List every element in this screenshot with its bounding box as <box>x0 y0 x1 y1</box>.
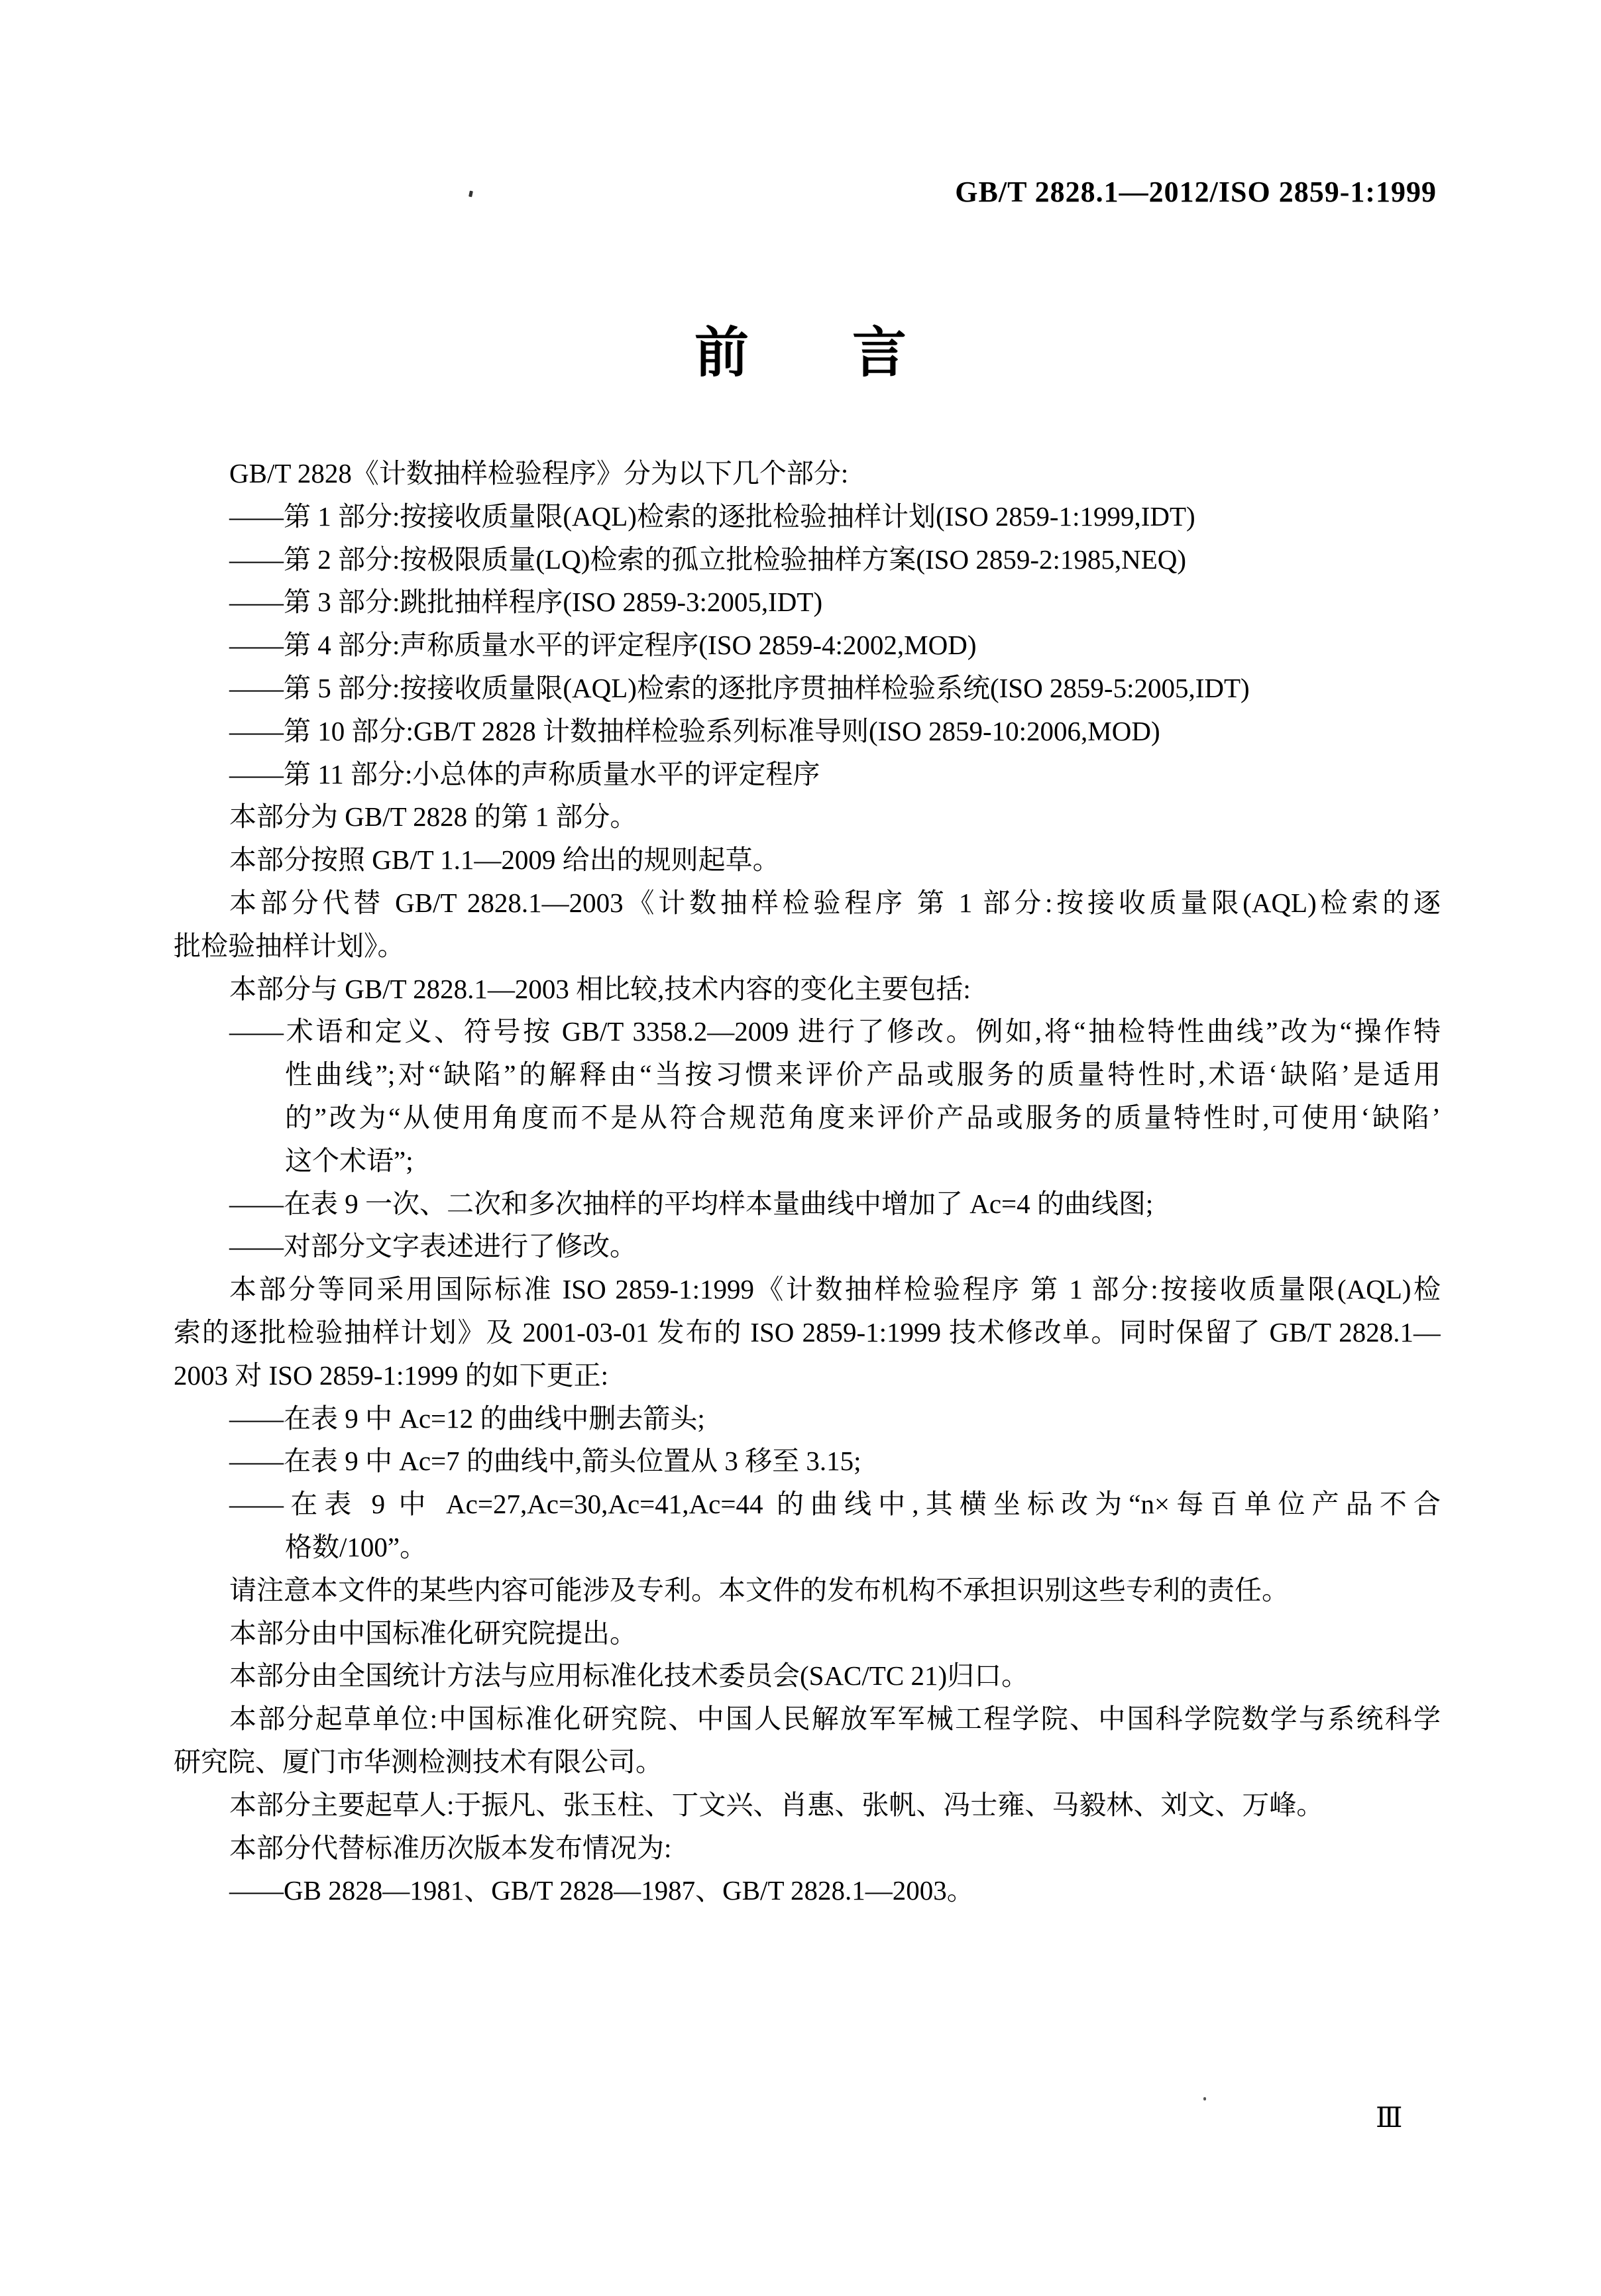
scan-artifact-dot <box>1203 2097 1206 2100</box>
scan-artifact-dot <box>469 191 473 198</box>
body-line: 的”改为“从使用角度而不是从符合规范角度来评价产品或服务的质量特性时,可使用‘缺陷’ <box>285 1102 1441 1133</box>
body-line: 研究院、厦门市华测检测技术有限公司。 <box>174 1746 663 1777</box>
standard-number-header: GB/T 2828.1—2012/ISO 2859-1:1999 <box>955 176 1437 208</box>
body-line: ——在表 9 中 Ac=7 的曲线中,箭头位置从 3 移至 3.15; <box>229 1446 861 1477</box>
body-line: 批检验抽样计划》。 <box>174 930 405 961</box>
body-line: 请注意本文件的某些内容可能涉及专利。本文件的发布机构不承担识别这些专利的责任。 <box>229 1574 1289 1605</box>
body-line: ——第 1 部分:按接收质量限(AQL)检索的逐批检验抽样计划(ISO 2859-1:1999,IDT) <box>229 500 1195 532</box>
page-number: Ⅲ <box>1376 2101 1403 2134</box>
body-line: ——术语和定义、符号按 GB/T 3358.2—2009 进行了修改。例如,将“抽检特性曲线”改为“操作特 <box>229 1016 1441 1047</box>
foreword-body <box>174 452 1441 1912</box>
body-line: 本部分与 GB/T 2828.1—2003 相比较,技术内容的变化主要包括: <box>229 973 971 1004</box>
title-char-1: 前 <box>694 323 749 383</box>
body-line: ——在表 9 中 Ac=27,Ac=30,Ac=41,Ac=44 的曲线中,其横坐标改为“n×每百单位产品不合 <box>229 1489 1441 1520</box>
body-line: 本部分起草单位:中国标准化研究院、中国人民解放军军械工程学院、中国科学院数学与系统科学 <box>229 1703 1441 1735</box>
body-line: 本部分代替标准历次版本发布情况为: <box>229 1832 672 1863</box>
body-line: GB/T 2828《计数抽样检验程序》分为以下几个部分: <box>229 458 849 488</box>
body-line: ——在表 9 一次、二次和多次抽样的平均样本量曲线中增加了 Ac=4 的曲线图; <box>229 1188 1154 1219</box>
body-line: 本部分为 GB/T 2828 的第 1 部分。 <box>229 801 637 832</box>
body-line: ——第 11 部分:小总体的声称质量水平的评定程序 <box>229 758 820 789</box>
body-line: 本部分由中国标准化研究院提出。 <box>229 1617 637 1648</box>
body-line: 这个术语”; <box>285 1145 414 1176</box>
body-line: ——第 4 部分:声称质量水平的评定程序(ISO 2859-4:2002,MOD) <box>229 630 977 661</box>
body-line: ——第 10 部分:GB/T 2828 计数抽样检验系列标准导则(ISO 2859-10:2006,MOD) <box>229 715 1160 746</box>
body-line: 2003 对 ISO 2859-1:1999 的如下更正: <box>174 1359 608 1391</box>
body-line: 本部分等同采用国际标准 ISO 2859-1:1999《计数抽样检验程序 第 1 部分:按接收质量限(AQL)检 <box>229 1274 1441 1305</box>
body-line: ——第 5 部分:按接收质量限(AQL)检索的逐批序贯抽样检验系统(ISO 2859-5:2005,IDT) <box>229 672 1250 703</box>
body-line: 本部分主要起草人:于振凡、张玉柱、丁文兴、肖惠、张帆、冯士雍、马毅林、刘文、万峰。 <box>229 1789 1324 1820</box>
body-line: ——对部分文字表述进行了修改。 <box>229 1231 637 1262</box>
title-char-2: 言 <box>852 323 907 383</box>
body-line: 性曲线”;对“缺陷”的解释由“当按习惯来评价产品或服务的质量特性时,术语‘缺陷’是适用 <box>285 1059 1441 1090</box>
body-line: ——GB 2828—1981、GB/T 2828—1987、GB/T 2828.1—2003。 <box>229 1875 974 1906</box>
body-line: 本部分按照 GB/T 1.1—2009 给出的规则起草。 <box>229 844 780 876</box>
page-title <box>0 323 1601 383</box>
body-line: ——第 2 部分:按极限质量(LQ)检索的孤立批检验抽样方案(ISO 2859-2:1985,NEQ) <box>229 544 1187 575</box>
body-line: 索的逐批检验抽样计划》及 2001-03-01 发布的 ISO 2859-1:1999 技术修改单。同时保留了 GB/T 2828.1— <box>174 1316 1441 1348</box>
body-line: 本部分代替 GB/T 2828.1—2003《计数抽样检验程序 第 1 部分:按接收质量限(AQL)检索的逐 <box>229 887 1441 918</box>
body-line: ——第 3 部分:跳批抽样程序(ISO 2859-3:2005,IDT) <box>229 587 823 618</box>
body-line: ——在表 9 中 Ac=12 的曲线中删去箭头; <box>229 1403 705 1434</box>
body-line: 本部分由全国统计方法与应用标准化技术委员会(SAC/TC 21)归口。 <box>229 1660 1029 1692</box>
body-line: 格数/100”。 <box>285 1531 427 1562</box>
